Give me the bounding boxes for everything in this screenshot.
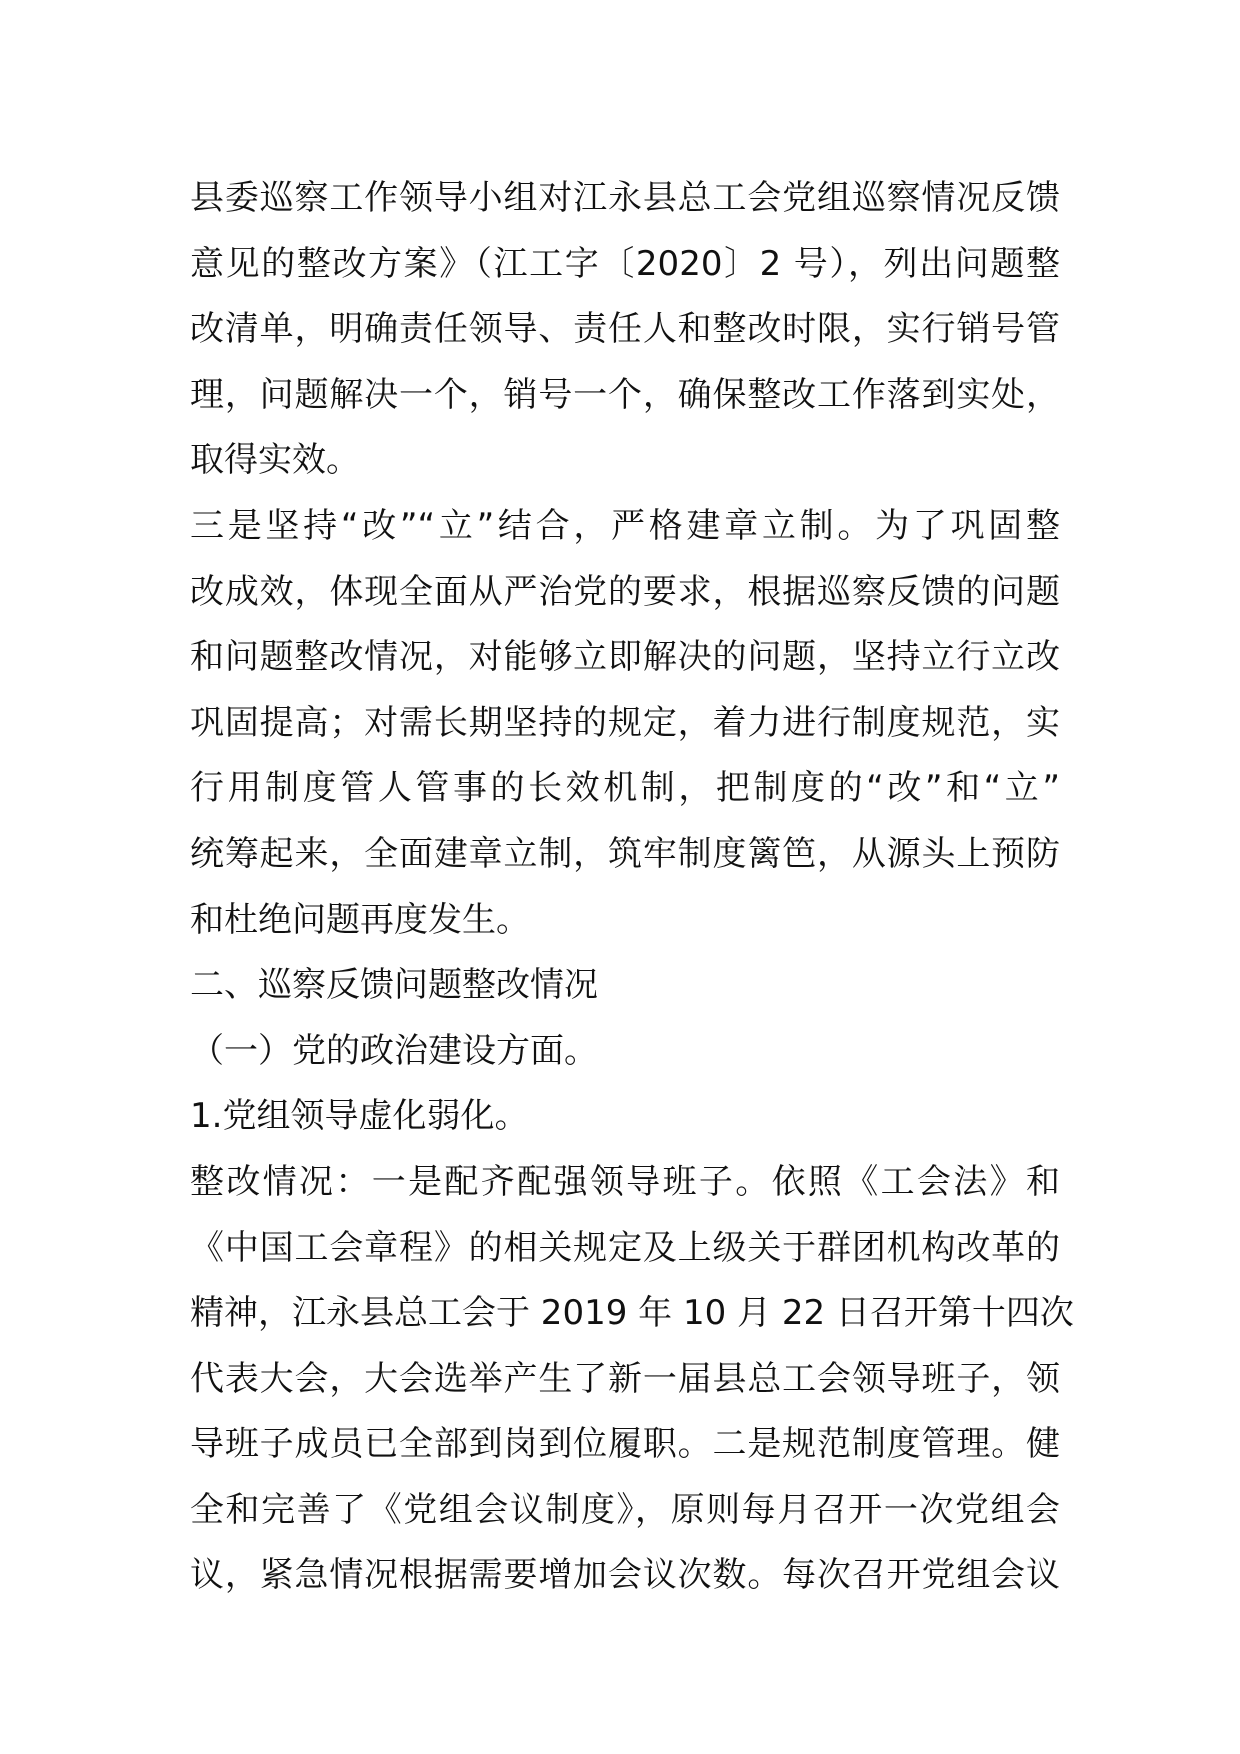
section-heading: 二、巡察反馈问题整改情况 bbox=[190, 965, 598, 1006]
document-body bbox=[190, 166, 1074, 1609]
text-line-8: 和问题整改情况，对能够立即解决的问题，坚持立行立改 bbox=[190, 637, 1060, 678]
text-line-5: 取得实效。 bbox=[190, 440, 360, 481]
text-line-12: 和杜绝问题再度发生。 bbox=[190, 899, 530, 940]
text-line-19: 代表大会，大会选举产生了新一届县总工会领导班子，领 bbox=[190, 1358, 1060, 1399]
text-line-18: 精神，江永县总工会于 2019 年 10 月 22 日召开第十四次 bbox=[190, 1293, 1074, 1334]
text-line-11: 统筹起来，全面建章立制，筑牢制度篱笆，从源头上预防 bbox=[190, 833, 1060, 874]
text-line-4: 理，问题解决一个，销号一个，确保整改工作落到实处， bbox=[190, 374, 1060, 415]
text-line-17: 《中国工会章程》的相关规定及上级关于群团机构改革的 bbox=[190, 1227, 1060, 1268]
item-heading: 1.党组领导虚化弱化。 bbox=[190, 1096, 529, 1137]
text-line-22: 议，紧急情况根据需要增加会议次数。每次召开党组会议 bbox=[190, 1555, 1060, 1596]
text-line-16: 整改情况：一是配齐配强领导班子。依照《工会法》和 bbox=[190, 1161, 1060, 1202]
subsection-heading: （一）党的政治建设方面。 bbox=[190, 1030, 598, 1071]
text-line-10: 行用制度管人管事的长效机制，把制度的“改”和“立” bbox=[190, 768, 1060, 809]
text-line-9: 巩固提高；对需长期坚持的规定，着力进行制度规范，实 bbox=[190, 702, 1060, 743]
text-line-20: 导班子成员已全部到岗到位履职。二是规范制度管理。健 bbox=[190, 1424, 1060, 1465]
text-line-6: 三是坚持“改”“立”结合，严格建章立制。为了巩固整 bbox=[190, 505, 1060, 546]
text-line-2: 意见的整改方案》（江工字〔2020〕2 号），列出问题整 bbox=[190, 243, 1060, 284]
text-line-21: 全和完善了《党组会议制度》，原则每月召开一次党组会 bbox=[190, 1489, 1060, 1530]
text-line-7: 改成效，体现全面从严治党的要求，根据巡察反馈的问题 bbox=[190, 571, 1060, 612]
text-line-3: 改清单，明确责任领导、责任人和整改时限，实行销号管 bbox=[190, 309, 1060, 350]
text-line-1: 县委巡察工作领导小组对江永县总工会党组巡察情况反馈 bbox=[190, 178, 1060, 218]
